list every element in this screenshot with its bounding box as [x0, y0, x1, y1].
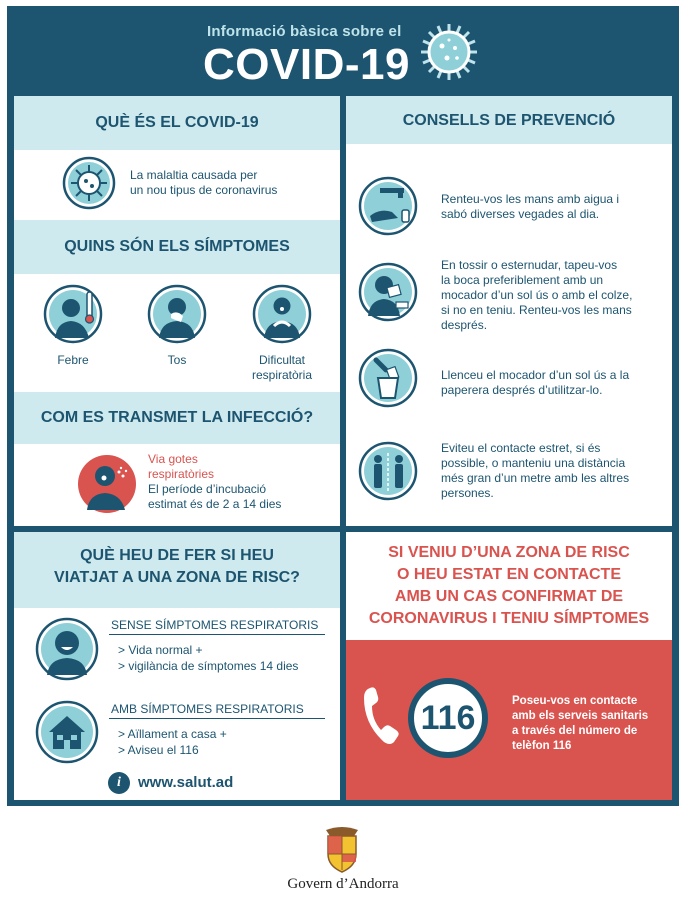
with-symptoms-title: AMB SÍMPTOMES RESPIRATORIS	[111, 702, 304, 716]
handwashing-icon	[358, 176, 418, 236]
tip-3-line-1: Llenceu el mocador d’un sol ús a la	[441, 368, 630, 382]
tip-2-line-4: si no en teniu. Renteu-vos les mans	[441, 303, 632, 317]
tip-4-line-1: Eviteu el contacte estret, si és	[441, 441, 601, 455]
coronavirus-icon	[419, 22, 479, 82]
breathing-difficulty-icon	[252, 284, 312, 344]
contact-line-4: telèfon 116	[512, 740, 572, 752]
transmit-red-1: Via gotes	[148, 452, 198, 466]
symptoms-heading: QUINS SÓN ELS SÍMPTOMES	[14, 220, 340, 274]
transmit-text-2: estimat és de 2 a 14 dies	[148, 497, 282, 511]
risk-heading-2: O HEU ESTAT EN CONTACTE	[397, 566, 621, 583]
tip-2-line-2: la boca preferiblement amb un	[441, 273, 604, 287]
cover-mouth-icon	[358, 262, 418, 322]
trash-bin-icon	[358, 348, 418, 408]
symptom-label-breathing-2: respiratòria	[251, 368, 313, 382]
header-title: COVID-19	[203, 40, 410, 89]
header	[7, 6, 679, 94]
risk-heading-4: CORONAVIRUS I TENIU SÍMPTOMES	[368, 610, 650, 627]
contact-line-3: a través del número de	[512, 725, 638, 737]
risk-heading-1: SI VENIU D’UNA ZONA DE RISC	[388, 544, 630, 561]
with-symptoms-line-2: > Aviseu el 116	[118, 743, 199, 757]
andorra-coat-of-arms-logo	[318, 824, 366, 874]
house-icon	[35, 700, 99, 764]
travel-heading-1: QUÈ HEU DE FER SI HEU	[80, 547, 274, 564]
website-link[interactable]: www.salut.ad	[138, 774, 234, 791]
contact-line-2: amb els serveis sanitaris	[512, 710, 649, 722]
phone-icon	[360, 684, 402, 748]
risk-heading-3: AMB UN CAS CONFIRMAT DE	[394, 588, 624, 605]
travel-heading-2: VIATJAT A UNA ZONA DE RISC?	[54, 569, 300, 586]
transmit-heading: COM ES TRANSMET LA INFECCIÓ?	[14, 392, 340, 444]
panel-what-symptoms-transmission	[14, 96, 340, 526]
distance-icon	[358, 441, 418, 501]
tip-2-line-5: després.	[441, 318, 488, 332]
cough-icon	[147, 284, 207, 344]
footer-org: Govern d’Andorra	[287, 876, 399, 892]
panel-travel	[14, 532, 340, 800]
transmit-red-2: respiratòries	[148, 467, 215, 481]
header-subtitle: Informació bàsica sobre el	[207, 23, 402, 40]
transmit-text-1: El període d’incubació	[148, 482, 267, 496]
tip-4-line-3: més gran d’un metre amb les altres	[441, 471, 630, 485]
sneeze-icon	[77, 454, 137, 514]
symptom-label-breathing-1: Dificultat	[258, 353, 305, 367]
no-symptoms-title: SENSE SÍMPTOMES RESPIRATORIS	[111, 618, 319, 632]
tip-1-line-2: sabó diverses vegades al dia.	[441, 207, 600, 221]
info-icon: i	[108, 772, 130, 794]
divider	[109, 634, 325, 635]
what-text-1: La malaltia causada per	[130, 168, 258, 182]
no-symptoms-line-1: > Vida normal +	[118, 643, 203, 657]
prevention-heading: CONSELLS DE PREVENCIÓ	[346, 96, 672, 144]
tip-4-line-4: persones.	[441, 486, 494, 500]
virus-circle-icon	[62, 156, 116, 210]
divider	[109, 718, 325, 719]
panel-prevention	[346, 96, 672, 526]
tip-1-line-1: Renteu-vos les mans amb aigua i	[441, 192, 620, 206]
fever-icon	[43, 284, 103, 344]
panel-risk	[346, 532, 672, 800]
contact-line-1: Poseu-vos en contacte	[512, 695, 638, 707]
with-symptoms-line-1: > Aïllament a casa +	[118, 727, 227, 741]
what-text-2: un nou tipus de coronavirus	[130, 183, 278, 197]
what-heading: QUÈ ÉS EL COVID-19	[14, 96, 340, 150]
tip-2-line-1: En tossir o esternudar, tapeu-vos	[441, 258, 618, 272]
emergency-number[interactable]: 116	[420, 699, 476, 737]
poster-frame	[7, 6, 679, 806]
healthy-person-icon	[35, 617, 99, 681]
tip-4-line-2: possible, o manteniu una distància	[441, 456, 626, 470]
tip-3-line-2: paperera després d’utilitzar-lo.	[441, 383, 603, 397]
symptom-label-fever: Febre	[57, 353, 89, 367]
symptom-label-cough: Tos	[167, 353, 187, 367]
tip-2-line-3: mocador d’un sol ús o amb el colze,	[441, 288, 633, 302]
no-symptoms-line-2: > vigilància de símptomes 14 dies	[118, 659, 299, 673]
